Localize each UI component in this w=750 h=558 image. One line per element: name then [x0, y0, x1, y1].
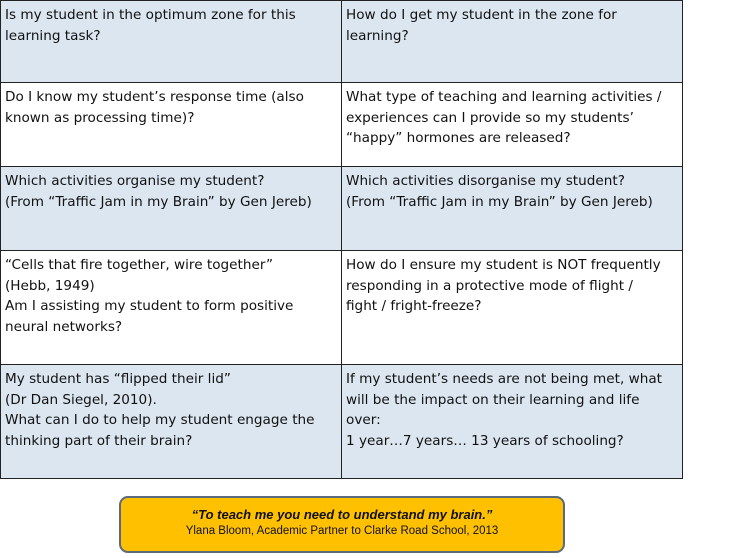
cell-line: Do I know my student’s response time (also: [5, 89, 304, 105]
table-cell: [342, 365, 683, 479]
cell-line: If my student’s needs are not being met, what: [346, 371, 662, 387]
cell-line: What type of teaching and learning activities /: [346, 89, 662, 105]
table-cell: [342, 251, 683, 365]
cell-line: My student has “flipped their lid”: [5, 371, 231, 387]
table-cell: [342, 1, 683, 83]
table-row: [1, 1, 683, 83]
cell-line: How do I ensure my student is NOT frequently: [346, 257, 661, 273]
cell-line: How do I get my student in the zone for: [346, 7, 617, 23]
cell-line: (Hebb, 1949): [5, 277, 95, 294]
cell-line: known as processing time)?: [5, 109, 195, 126]
cell-line: experiences can I provide so my students’: [346, 109, 634, 126]
table-cell: [1, 167, 342, 251]
table-cell: [342, 83, 683, 167]
cell-line: neural networks?: [5, 318, 123, 335]
cell-line: (From “Traffic Jam in my Brain” by Gen Jereb): [346, 193, 653, 210]
table-cell: [1, 365, 342, 479]
table-row: [1, 167, 683, 251]
cell-line: What can I do to help my student engage the: [5, 412, 315, 428]
cell-line: Which activities organise my student?: [5, 173, 265, 189]
table-row: [1, 83, 683, 167]
quote-box: [119, 496, 565, 553]
table-cell: [342, 167, 683, 251]
cell-line: “Cells that fire together, wire together”: [5, 257, 274, 273]
cell-line: learning?: [346, 27, 409, 44]
cell-line: Am I assisting my student to form positive: [5, 298, 294, 314]
cell-line: 1 year…7 years… 13 years of schooling?: [346, 432, 624, 449]
cell-line: will be the impact on their learning and life: [346, 391, 640, 408]
cell-line: fight / fright-freeze?: [346, 298, 482, 314]
cell-line: (From “Traffic Jam in my Brain” by Gen Jereb): [5, 193, 312, 210]
table-row: [1, 365, 683, 479]
cell-line: “happy” hormones are released?: [346, 130, 571, 146]
cell-line: responding in a protective mode of flight /: [346, 277, 633, 294]
cell-line: thinking part of their brain?: [5, 432, 193, 449]
table-cell: [1, 251, 342, 365]
quote-author: Ylana Bloom, Academic Partner to Clarke Road School, 2013: [185, 525, 499, 537]
quote-text: “To teach me you need to understand my brain.”: [191, 507, 493, 522]
cell-line: learning task?: [5, 27, 101, 44]
cell-line: over:: [346, 412, 381, 428]
cell-line: Which activities disorganise my student?: [346, 173, 625, 189]
table-row: [1, 251, 683, 365]
cell-line: (Dr Dan Siegel, 2010).: [5, 391, 157, 408]
cell-line: Is my student in the optimum zone for this: [5, 7, 296, 23]
table-cell: [1, 1, 342, 83]
table-cell: [1, 83, 342, 167]
